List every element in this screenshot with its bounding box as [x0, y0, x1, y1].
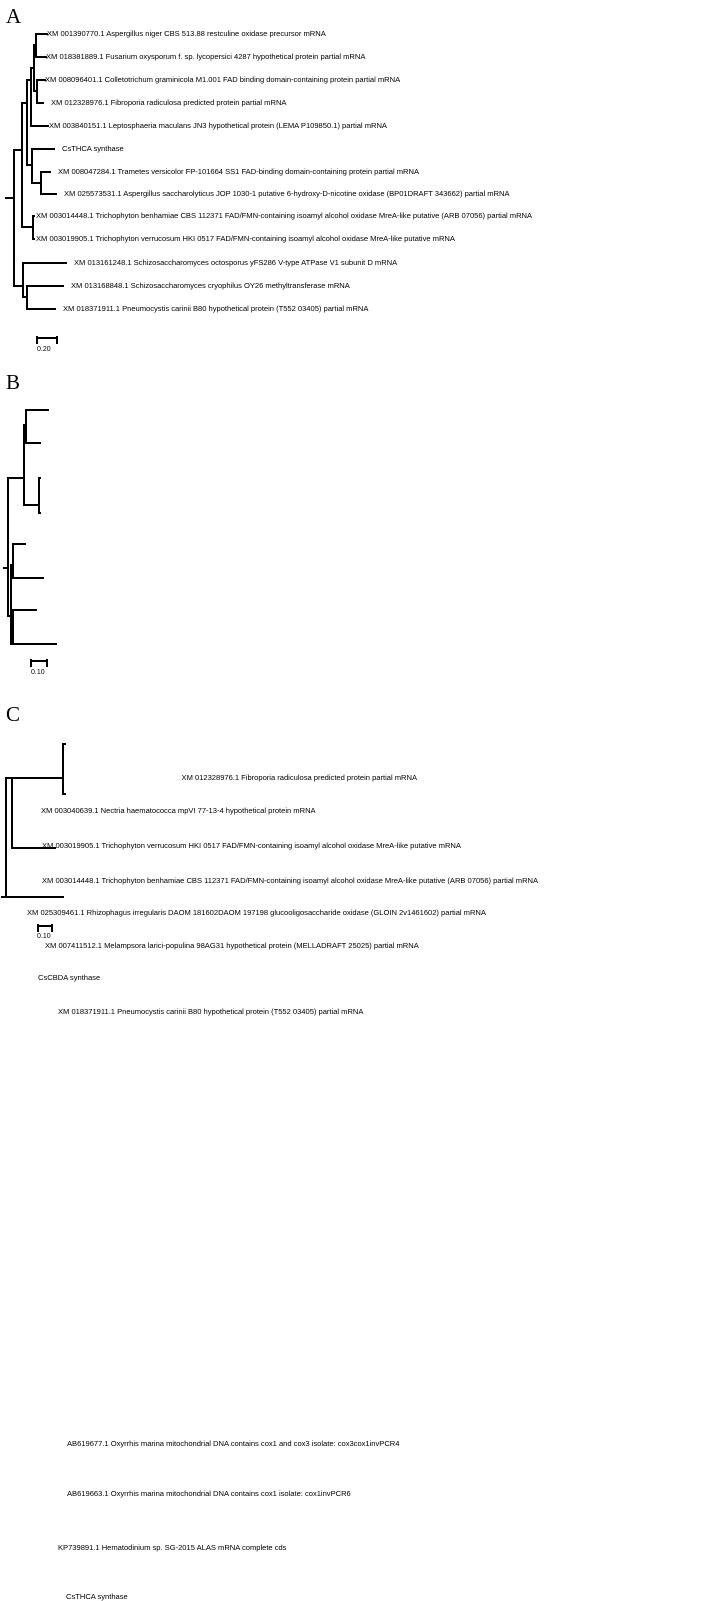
panel-a-letter: A — [6, 4, 22, 28]
taxon-label: XM 025309461.1 Rhizophagus irregularis DAOM 181602DAOM 197198 glucooligosaccharide oxidase (GLOIN 2v1461602) partial mRNA — [27, 908, 486, 917]
taxon-label: XM 001390770.1 Aspergillus niger CBS 513.88 restculine oxidase precursor mRNA — [47, 29, 326, 38]
taxon-label: XM 018371911.1 Pneumocystis carinii B80 hypothetical protein (T552 03405) partial mRNA — [58, 1007, 364, 1016]
taxon-label: XM 012328976.1 Fibroporia radiculosa predicted protein partial mRNA — [51, 98, 287, 107]
taxon-label: XM 003019905.1 Trichophyton verrucosum HKI 0517 FAD/FMN-containing isoamyl alcohol oxidase MreA-like putative mRNA — [42, 841, 461, 850]
taxon-label: XM 018381889.1 Fusarium oxysporum f. sp. lycopersici 4287 hypothetical protein partial mRNA — [46, 52, 366, 61]
panel-a — [0, 0, 709, 365]
taxon-label: CsCBDA synthase — [38, 973, 101, 982]
panel-a-scale-label: 0.20 — [37, 346, 51, 353]
taxon-label: XM 018371911.1 Pneumocystis carinii B80 hypothetical protein (T552 03405) partial mRNA — [63, 304, 369, 313]
taxon-label: CsTHCA synthase — [66, 1592, 128, 1601]
panel-b — [0, 368, 709, 1016]
taxon-label: XM 012328976.1 Fibroporia radiculosa predicted protein partial mRNA — [181, 773, 417, 782]
panel-b-scale-label: 0.10 — [31, 669, 45, 676]
taxon-label: XM 003040639.1 Nectria haematococca mpVI 77-13-4 hypothetical protein mRNA — [41, 806, 316, 815]
taxon-label: XM 003019905.1 Trichophyton verrucosum HKI 0517 FAD/FMN-containing isoamyl alcohol oxidase MreA-like putative mRNA — [36, 234, 455, 243]
taxon-label: XM 007411512.1 Melampsora larici-populina 98AG31 hypothetical protein (MELLADRAFT 25025) partial mRNA — [45, 941, 419, 950]
panel-b-tree-lines — [0, 368, 709, 688]
panel-b-scalebar — [29, 659, 59, 667]
panel-a-scalebar — [35, 336, 65, 344]
taxon-label: XM 003840151.1 Leptosphaeria maculans JN3 hypothetical protein (LEMA P109850.1) partial mRNA — [49, 121, 387, 130]
panel-c-tree-lines — [0, 700, 709, 944]
taxon-label: AB619663.1 Oxyrrhis marina mitochondrial DNA contains cox1 isolate: cox1invPCR6 — [67, 1489, 351, 1498]
taxon-label: XM 008047284.1 Trametes versicolor FP-101664 SS1 FAD-binding domain-containing protein partial mRNA — [58, 167, 420, 176]
taxon-label: XM 003014448.1 Trichophyton benhamiae CBS 112371 FAD/FMN-containing isoamyl alcohol oxidase MreA-like putative (ARB 07056) partial mRNA — [42, 876, 539, 885]
taxon-label: AB619677.1 Oxyrrhis marina mitochondrial DNA contains cox1 and cox3 isolate: cox3cox1invPCR4 — [67, 1439, 400, 1448]
panel-c-letter: C — [6, 702, 21, 726]
taxon-label: XM 008096401.1 Colletotrichum graminicola M1.001 FAD binding domain-containing protein partial mRNA — [45, 75, 401, 84]
taxon-label: XM 003014448.1 Trichophyton benhamiae CBS 112371 FAD/FMN-containing isoamyl alcohol oxidase MreA-like putative (ARB 07056) partial mRNA — [36, 211, 533, 220]
taxon-label: CsTHCA synthase — [62, 144, 124, 153]
panel-b-letter: B — [6, 370, 21, 394]
taxon-label: XM 013168848.1 Schizosaccharomyces cryophilus OY26 methyltransferase mRNA — [71, 281, 350, 290]
taxon-label: XM 025573531.1 Aspergillus saccharolyticus JOP 1030-1 putative 6-hydroxy-D-nicotine oxidase (BP01DRAFT 343662) partial mRNA — [64, 189, 510, 198]
panel-c-scalebar — [36, 924, 66, 932]
panel-c-scale-label: 0.10 — [37, 933, 51, 940]
taxon-label: XM 013161248.1 Schizosaccharomyces octosporus yFS286 V-type ATPase V1 subunit D mRNA — [74, 258, 398, 267]
taxon-label: KP739891.1 Hematodinium sp. SG-2015 ALAS mRNA complete cds — [58, 1543, 287, 1552]
